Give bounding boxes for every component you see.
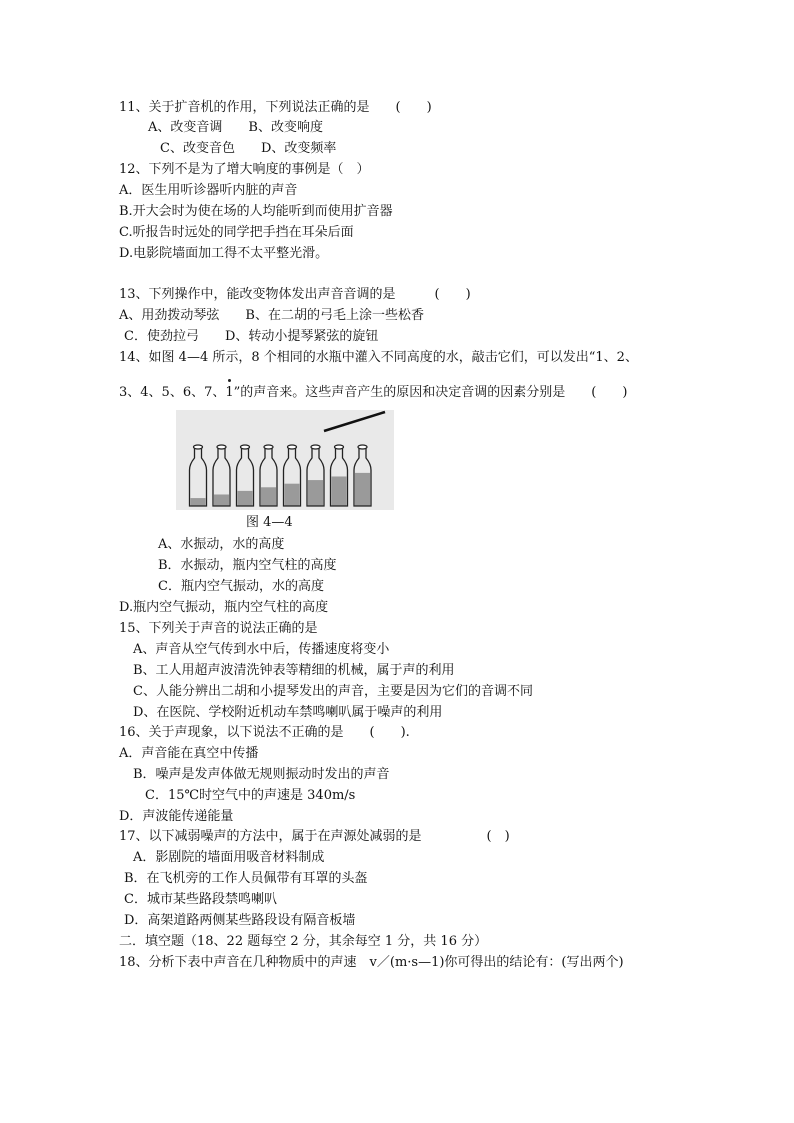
option-c: C．瓶内空气振动，水的高度 (158, 579, 324, 594)
water (191, 498, 206, 506)
option-d: D、在医院、学校附近机动车禁鸣喇叭属于噪声的利用 (133, 705, 443, 720)
option-row: A、用劲拨动琴弦 B、在二胡的弓毛上涂一些松香 (119, 308, 424, 323)
water (214, 494, 229, 506)
bottle-lip (288, 445, 297, 449)
option-d: D.瓶内空气振动，瓶内空气柱的高度 (119, 600, 329, 615)
option-a: A．医生用听诊器听内脏的声音 (119, 183, 298, 198)
option-b: B.开大会时为使在场的人均能听到而使用扩音器 (119, 204, 393, 219)
option-row: A、改变音调 B、改变响度 (148, 120, 323, 135)
question-13-stem: 13、下列操作中，能改变物体发出声音音调的是 ( ) (119, 287, 471, 302)
option-b: B．在飞机旁的工作人员佩带有耳罩的头盔 (124, 871, 368, 886)
option-row: C．使劲拉弓 D、转动小提琴紧弦的旋钮 (124, 329, 379, 344)
option-c: C．15℃时空气中的声速是 340m/s (145, 788, 356, 803)
option-b: B．水振动，瓶内空气柱的高度 (158, 558, 337, 573)
bottle-lip (241, 445, 250, 449)
bottle-lip (264, 445, 273, 449)
water (332, 476, 347, 506)
option-a: A、水振动，水的高度 (158, 537, 285, 552)
water (355, 473, 370, 506)
option-d: D.电影院墙面加工得不太平整光滑。 (119, 246, 329, 261)
bottle-lip (194, 445, 203, 449)
option-c: C.听报告时远处的同学把手挡在耳朵后面 (119, 225, 354, 240)
water (238, 491, 253, 506)
bottle-lip (311, 445, 320, 449)
option-row: C、改变音色 D、改变频率 (160, 141, 337, 156)
high-note-dot (228, 379, 231, 382)
question-17-stem: 17、以下减弱噪声的方法中，属于在声源处减弱的是 ( ) (119, 829, 510, 844)
bottle-lip (335, 445, 344, 449)
bottle-lip (217, 445, 226, 449)
question-16-stem: 16、关于声现象，以下说法不正确的是 ( ). (119, 725, 410, 740)
option-c: C．城市某些路段禁鸣喇叭 (124, 892, 277, 907)
question-15-stem: 15、下列关于声音的说法正确的是 (119, 621, 318, 636)
bottle-lip (358, 445, 367, 449)
question-11-stem: 11、关于扩音机的作用，下列说法正确的是 ( ) (119, 100, 432, 115)
section-heading: 二．填空题（18、22 题每空 2 分，其余每空 1 分，共 16 分） (119, 934, 488, 949)
water (285, 484, 300, 506)
option-c: C、人能分辨出二胡和小提琴发出的声音，主要是因为它们的音调不同 (133, 684, 533, 699)
bottles-figure (176, 410, 394, 510)
question-14-stem-2: 3、4、5、6、7、1”的声音来。这些声音产生的原因和决定音调的因素分别是 ( ) (119, 385, 628, 400)
figure-caption: 图 4—4 (246, 515, 293, 530)
water (261, 487, 276, 506)
option-a: A．影剧院的墙面用吸音材料制成 (133, 850, 325, 865)
option-a: A、声音从空气传到水中后，传播速度将变小 (133, 642, 390, 657)
option-a: A．声音能在真空中传播 (119, 746, 259, 761)
option-d: D．声波能传递能量 (119, 809, 234, 824)
option-d: D．高架道路两侧某些路段设有隔音板墙 (124, 913, 356, 928)
water (308, 480, 323, 506)
question-14-stem-1: 14、如图 4—4 所示，8 个相同的水瓶中灌入不同高度的水，敲击它们，可以发出“1、2、 (119, 350, 638, 365)
option-b: B．噪声是发声体做无规则振动时发出的声音 (133, 767, 390, 782)
option-b: B、工人用超声波清洗钟表等精细的机械，属于声的利用 (133, 663, 455, 678)
question-18-stem: 18、分析下表中声音在几种物质中的声速 v／(m·s—1)你可得出的结论有：(写出两个) (119, 955, 624, 970)
question-12-stem: 12、下列不是为了增大响度的事例是（ ） (119, 162, 370, 177)
